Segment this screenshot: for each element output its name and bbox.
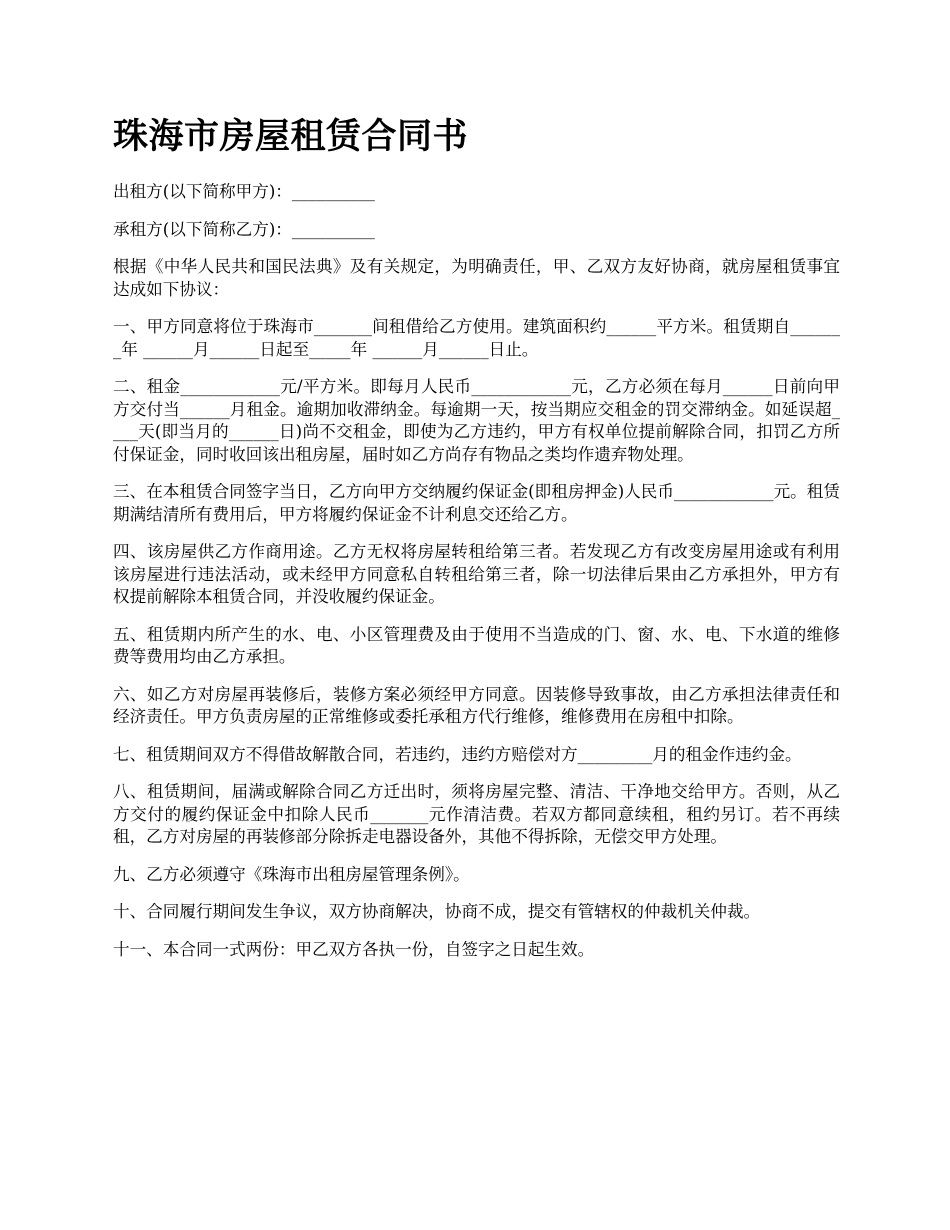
clause-6: 六、如乙方对房屋再装修后，装修方案必须经甲方同意。因装修导致事故，由乙方承担法律责任和经济责任。甲方负责房屋的正常维修或委托承租方代行维修，维修费用在房租中扣除。 bbox=[113, 684, 840, 726]
contract-document bbox=[113, 115, 840, 976]
clause-1: 一、甲方同意将位于珠海市_______间租借给乙方使用。建筑面积约______平方米。租赁期自_______年 ______月______日起至_____年 ______月______日止。 bbox=[113, 317, 840, 359]
clause-4: 四、该房屋供乙方作商用途。乙方无权将房屋转租给第三者。若发现乙方有改变房屋用途或有利用该房屋进行违法活动，或未经甲方同意私自转租给第三者，除一切法律后果由乙方承担外，甲方有权提前解除本租赁合同，并没收履约保证金。 bbox=[113, 542, 840, 606]
clause-7: 七、租赁期间双方不得借故解散合同，若违约，违约方赔偿对方_________月的租金作违约金。 bbox=[113, 744, 802, 764]
clause-9: 九、乙方必须遵守《珠海市出租房屋管理条例》。 bbox=[113, 864, 470, 884]
preamble-paragraph: 根据《中华人民共和国民法典》及有关规定，为明确责任，甲、乙双方友好协商，就房屋租赁事宜达成如下协议： bbox=[113, 257, 840, 299]
lessor-line: 出租方(以下简称甲方)：__________ bbox=[113, 182, 375, 201]
lessee-line: 承租方(以下简称乙方)：__________ bbox=[113, 219, 375, 239]
clause-3: 三、在本租赁合同签字当日，乙方向甲方交纳履约保证金(即租房押金)人民币____________元。租赁期满结清所有费用后，甲方将履约保证金不计利息交还给乙方。 bbox=[113, 482, 840, 524]
page-title: 珠海市房屋租赁合同书 bbox=[113, 117, 469, 157]
clause-2: 二、租金____________元/平方米。即每月人民币____________元，乙方必须在每月______日前向甲方交付当______月租金。逾期加收滞纳金。每逾期一天，按当期应交租金的罚交滞纳金。如延误超____天(即当月的______日)尚不交租金，即使为乙方违约，甲方有权单位提前解除合同，扣罚乙方所付保证金，同时收回该出租房屋，届时如乙方尚存有物品之类均作遗弃物处理。 bbox=[113, 377, 840, 464]
clause-8: 八、租赁期间，届满或解除合同乙方迁出时，须将房屋完整、清洁、干净地交给甲方。否则，从乙方交付的履约保证金中扣除人民币_______元作清洁费。若双方都同意续租，租约另订。若不再续租，乙方对房屋的再装修部分除拆走电器设备外，其他不得拆除，无偿交甲方处理。 bbox=[113, 782, 840, 846]
clause-10: 十、合同履行期间发生争议，双方协商解决，协商不成，提交有管辖权的仲裁机关仲裁。 bbox=[113, 902, 761, 921]
clause-5: 五、租赁期内所产生的水、电、小区管理费及由于使用不当造成的门、窗、水、电、下水道的维修费等费用均由乙方承担。 bbox=[113, 624, 840, 666]
clause-11: 十一、本合同一式两份：甲乙双方各执一份，自签字之日起生效。 bbox=[113, 939, 595, 959]
